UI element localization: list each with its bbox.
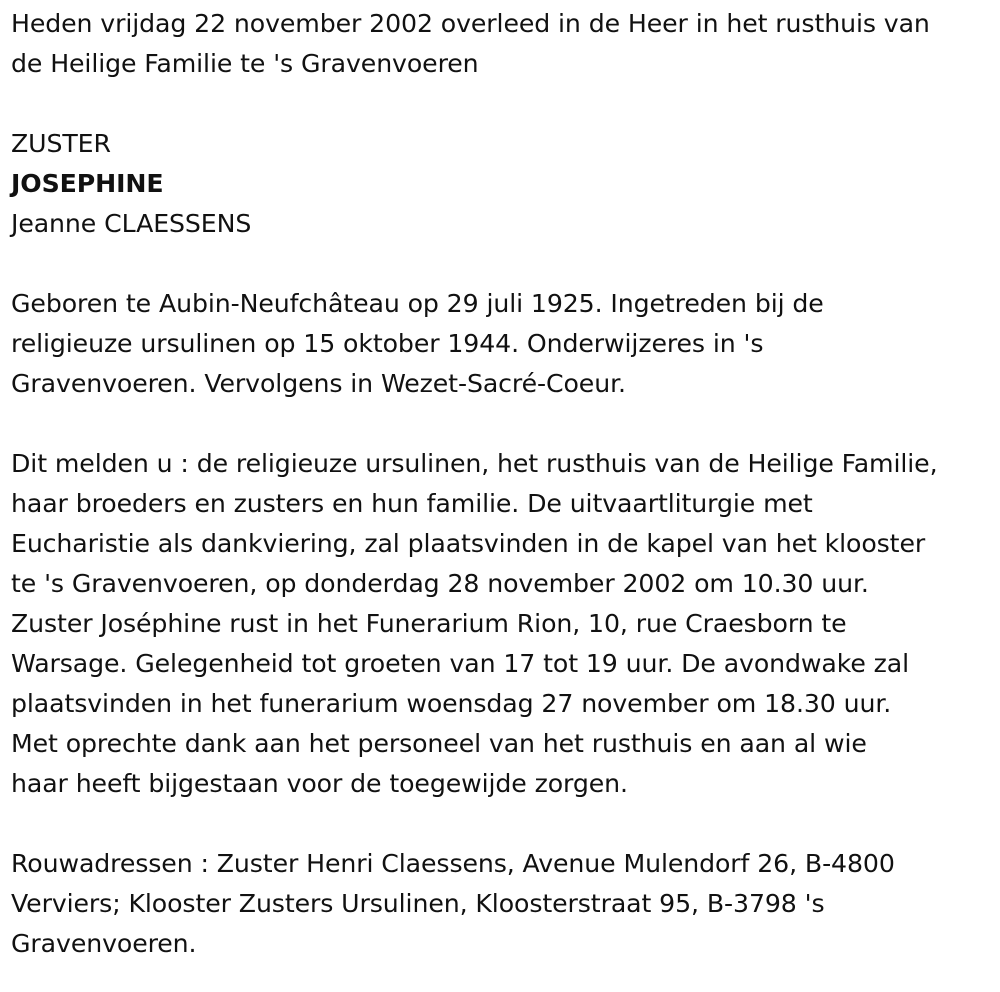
title-label: ZUSTER	[11, 129, 111, 158]
intro-line: Heden vrijdag 22 november 2002 overleed in de Heer in het rusthuis van	[11, 9, 930, 38]
obituary-document	[11, 4, 996, 964]
paragraph-gap	[11, 804, 996, 844]
announcement-paragraph	[11, 444, 996, 804]
intro-paragraph	[11, 4, 996, 84]
announcement-line: Warsage. Gelegenheid tot groeten van 17 tot 19 uur. De avondwake zal	[11, 649, 910, 678]
biography-line: Gravenvoeren. Vervolgens in Wezet-Sacré-Coeur.	[11, 369, 626, 398]
announcement-line: Eucharistie als dankviering, zal plaatsvinden in de kapel van het klooster	[11, 529, 926, 558]
biography-paragraph	[11, 284, 996, 404]
announcement-line: Dit melden u : de religieuze ursulinen, het rusthuis van de Heilige Familie,	[11, 449, 938, 478]
paragraph-gap	[11, 84, 996, 124]
address-line: Verviers; Klooster Zusters Ursulinen, Kloosterstraat 95, B-3798 's	[11, 889, 825, 918]
announcement-line: plaatsvinden in het funerarium woensdag 27 november om 18.30 uur.	[11, 689, 892, 718]
announcement-line: Met oprechte dank aan het personeel van het rusthuis en aan al wie	[11, 729, 867, 758]
announcement-line: haar broeders en zusters en hun familie. De uitvaartliturgie met	[11, 489, 813, 518]
address-line: Gravenvoeren.	[11, 929, 197, 958]
address-line: Rouwadressen : Zuster Henri Claessens, Avenue Mulendorf 26, B-4800	[11, 849, 895, 878]
civil-name: Jeanne CLAESSENS	[11, 209, 252, 238]
paragraph-gap	[11, 404, 996, 444]
announcement-line: haar heeft bijgestaan voor de toegewijde zorgen.	[11, 769, 628, 798]
addresses-paragraph	[11, 844, 996, 964]
name-block	[11, 124, 996, 244]
announcement-line: te 's Gravenvoeren, op donderdag 28 november 2002 om 10.30 uur.	[11, 569, 869, 598]
biography-line: religieuze ursulinen op 15 oktober 1944. Onderwijzeres in 's	[11, 329, 764, 358]
announcement-line: Zuster Joséphine rust in het Funerarium Rion, 10, rue Craesborn te	[11, 609, 847, 638]
religious-name: JOSEPHINE	[11, 169, 164, 198]
intro-line: de Heilige Familie te 's Gravenvoeren	[11, 49, 479, 78]
biography-line: Geboren te Aubin-Neufchâteau op 29 juli 1925. Ingetreden bij de	[11, 289, 824, 318]
paragraph-gap	[11, 244, 996, 284]
